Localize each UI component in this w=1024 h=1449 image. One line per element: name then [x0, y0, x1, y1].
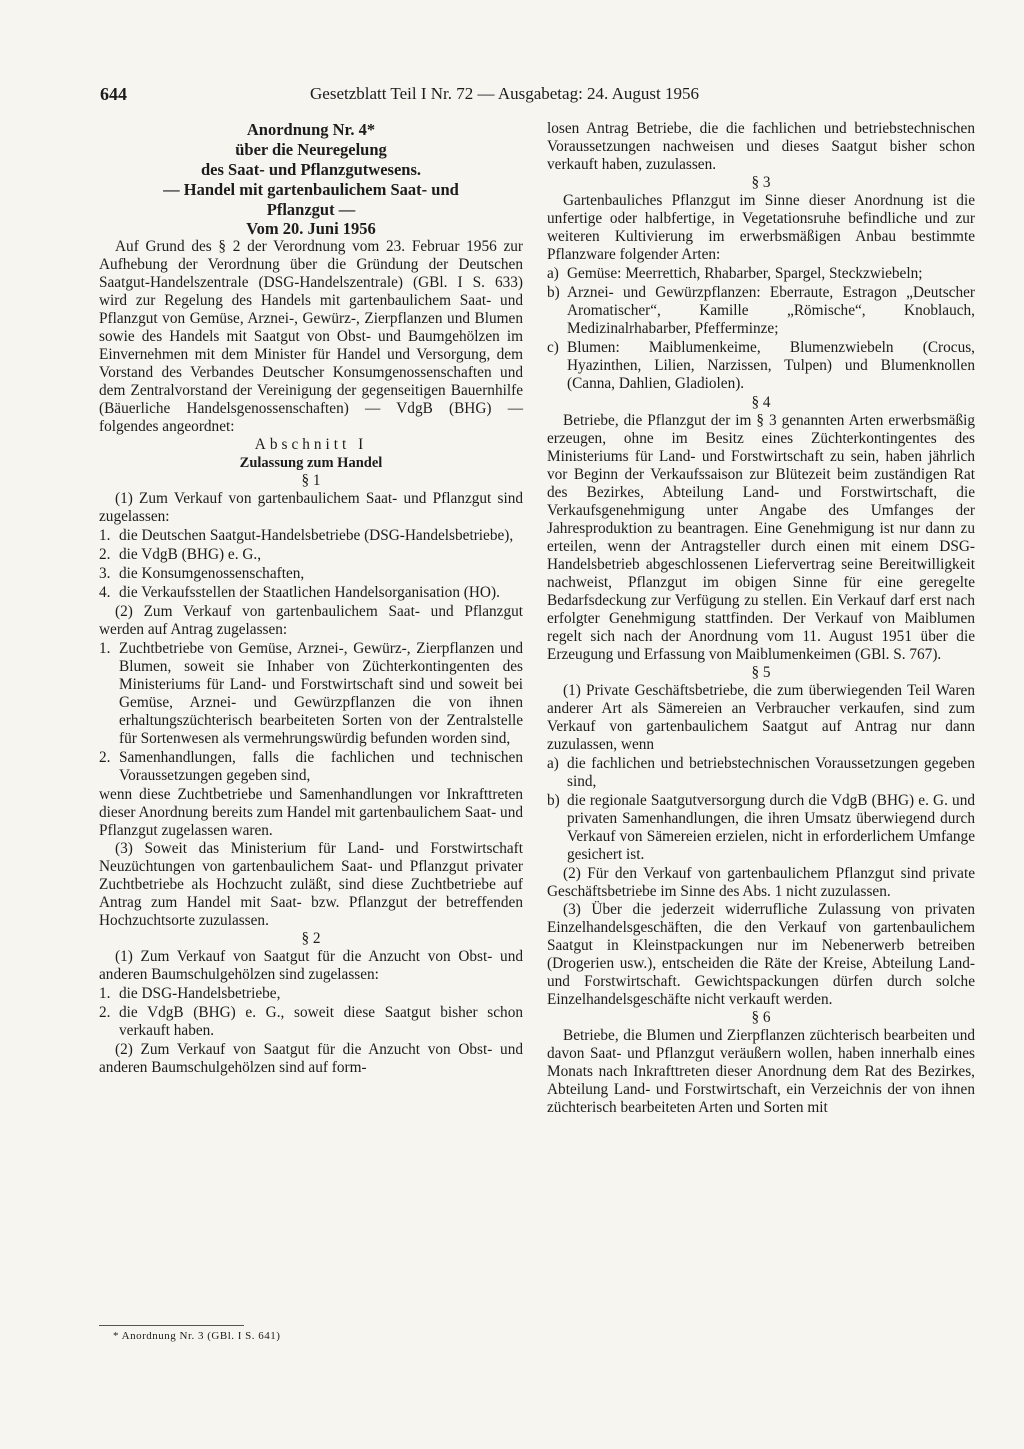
section-title: Zulassung zum Handel — [239, 455, 383, 471]
paragraph-text: Betriebe, die Pflanzgut der im § 3 genannten Arten erwerbsmäßig erzeugen, ohne im Besitz eines Züchterkontingentes des Ministeriums für Land- und Forstwirtschaft zu sein, haben jährlich vor Beginn der Verkaufssaison zur Blütezeit beim zuständigen Rat des Bezirkes, Abteilung Land- und Forstwirtschaft, die Verkaufsgenehmigung unter Angabe des Umfanges der Jahresproduktion zu beantragen. Eine Genehmigung ist nur dann zu erteilen, wenn der Antragsteller durch einen mit einem DSG-Handelsbetrieb abgeschlossenen Liefervertrag seine Bereitwilligkeit nachweist, Pflanzgut im obigen Sinne für eine geregelte Bedarfsdeckung zur Verfügung zu stellen. Ein Verkauf darf erst nach erfolgter Genehmigung stattfinden. Der Verkauf von Maiblumen regelt sich nach der Anordnung vom 11. August 1951 über die Erzeugung und Erfassung von Maiblumenkeimen (GBl. S. 767). — [547, 412, 975, 663]
list-item: a) Gemüse: Meerrettich, Rhabarber, Spargel, Steckzwiebeln; — [547, 265, 923, 282]
ordinance-title — [99, 120, 523, 220]
title-line: des Saat- und Pflanzgutwesens. — [200, 160, 422, 179]
running-title: Gesetzblatt Teil I Nr. 72 — Ausgabetag: 24. August 1956 — [310, 84, 699, 103]
paragraph-text: (3) Soweit das Ministerium für Land- und Forstwirtschaft Neuzüchtungen von gartenbaulichem Saat- und Pflanzgut privater Zuchtbetriebe als Hochzucht zuläßt, sind diese Zuchtbetriebe auf Antrag zum Handel mit Saat- bzw. Pflanzgut der betreffenden Hochzuchtsorte zuzulassen. — [99, 840, 523, 929]
list-item: b) die regionale Saatgutversorgung durch die VdgB (BHG) e. G. und privaten Samenhandlungen, die ihren Umsatz überwiegend durch Verkauf von Sämereien erzielen, nicht in erforderlichem Umfange gesichert ist. — [547, 792, 975, 863]
paragraph-text: (1) Zum Verkauf von gartenbaulichem Saat- und Pflanzgut sind zugelassen: — [99, 490, 523, 525]
numbered-list — [99, 985, 523, 1040]
title-line: über die Neuregelung — [235, 140, 387, 159]
paragraph-text: (2) Für den Verkauf von gartenbaulichem Pflanzgut sind private Geschäftsbetriebe im Sinne des Abs. 1 nicht zuzulassen. — [547, 865, 975, 900]
list-item: 2. die VdgB (BHG) e. G., — [99, 546, 262, 563]
list-item: b) Arznei- und Gewürzpflanzen: Eberraute, Estragon „Deutscher Aromatischer“, Kamille „Römische“, Knoblauch, Medizinalrhabarber, Pfefferminze; — [547, 284, 975, 337]
page-number: 644 — [100, 84, 127, 104]
paragraph-text: (2) Zum Verkauf von gartenbaulichem Saat- und Pflanzgut werden auf Antrag zugelassen: — [99, 603, 523, 638]
list-item: a) die fachlichen und betriebstechnischen Voraussetzungen gegeben sind, — [547, 755, 975, 790]
title-line: Pflanzgut — — [266, 200, 356, 219]
list-item: 3. die Konsumgenossenschaften, — [99, 565, 305, 582]
list-item: c) Blumen: Maiblumenkeime, Blumenzwiebeln (Crocus, Hyazinthen, Lilien, Narzissen, Tulpen) und Blumenknollen (Canna, Dahlien, Gladiolen). — [547, 339, 975, 392]
ordinance-date: Vom 20. Juni 1956 — [246, 219, 376, 238]
paragraph-heading: § 2 — [301, 930, 321, 947]
paragraph-heading: § 5 — [751, 664, 771, 681]
footnote-divider — [99, 1325, 244, 1326]
paragraph-text: (1) Zum Verkauf von Saatgut für die Anzucht von Obst- und anderen Baumschulgehölzen sind zugelassen: — [99, 948, 523, 983]
preamble: Auf Grund des § 2 der Verordnung vom 23. Februar 1956 zur Aufhebung der Verordnung über die Gründung der Deutschen Saatgut-Handelszentrale (DSG-Handelszentrale) (GBl. I S. 633) wird zur Regelung des Handels mit gartenbaulichem Saat- und Pflanzgut von Gemüse, Arznei-, Gewürz-, Zierpflanzen und Blumen sowie des Handels mit Saatgut von Obst- und Baumgehölzen im Einvernehmen mit dem Minister für Handel und Versorgung, dem Vorstand des Verbandes Deutscher Konsumgenossenschaften und dem Zentralvorstand der Vereinigung der gegenseitigen Bauernhilfe (Bäuerliche Handelsgenossenschaften) — VdgB (BHG) — folgendes angeordnet: — [99, 238, 523, 435]
paragraph-text: losen Antrag Betriebe, die die fachlichen und betriebstechnischen Voraussetzungen nachweisen und dieses Saatgut bisher schon verkauft haben, zuzulassen. — [547, 120, 975, 173]
paragraph-text: wenn diese Zuchtbetriebe und Samenhandlungen vor Inkrafttreten dieser Anordnung bereits zum Handel mit gartenbaulichem Saat- und Pflanzgut zugelassen waren. — [99, 786, 523, 839]
numbered-list — [99, 640, 523, 785]
list-item: 1. Zuchtbetriebe von Gemüse, Arznei-, Gewürz-, Zierpflanzen und Blumen, soweit sie Inhaber von Züchterkontingenten des Ministeriums für Land- und Forstwirtschaft sind und soweit bei Gemüse, Arznei- und Gewürzpflanzen die von ihnen erhaltungszüchterisch bearbeiteten Sorten von der Zentralstelle für Sortenwesen als vermehrungswürdig befunden worden sind, — [99, 640, 523, 747]
title-line: — Handel mit gartenbaulichem Saat- und — [163, 180, 459, 199]
list-item: 2. Samenhandlungen, falls die fachlichen und technischen Voraussetzungen gegeben sind, — [99, 749, 523, 784]
paragraph-heading: § 6 — [751, 1009, 771, 1026]
section-label: Abschnitt I — [254, 436, 368, 453]
paragraph-heading: § 3 — [751, 174, 771, 191]
footnote: * Anordnung Nr. 3 (GBl. I S. 641) — [113, 1330, 281, 1342]
paragraph-text: (3) Über die jederzeit widerrufliche Zulassung von privaten Einzelhandelsgeschäften, die den Verkauf von gartenbaulichem Saatgut in Kleinstpackungen nur im Nebenerwerb betreiben (Drogerien usw.), entscheiden die Räte der Kreise, Abteilung Land- und Forstwirtschaft. Gewichtspackungen dürfen durch solche Einzelhandelsgeschäfte nicht verkauft werden. — [547, 901, 975, 1008]
right-column — [547, 120, 975, 1117]
paragraph-text: (2) Zum Verkauf von Saatgut für die Anzucht von Obst- und anderen Baumschulgehölzen sind auf form- — [99, 1041, 523, 1076]
title-line: Anordnung Nr. 4* — [246, 120, 376, 139]
paragraph-text: Gartenbauliches Pflanzgut im Sinne dieser Anordnung ist die unfertige oder halbfertige, in Vegetationsruhe befindliche und zur weiteren Kultivierung im erwerbsmäßigen Anbau bestimmte Pflanzware folgender Arten: — [547, 192, 975, 263]
list-item: 2. die VdgB (BHG) e. G., soweit diese Saatgut bisher schon verkauft haben. — [99, 1004, 523, 1039]
lettered-list — [547, 755, 975, 864]
list-item: 1. die Deutschen Saatgut-Handelsbetriebe (DSG-Handelsbetriebe), — [99, 527, 514, 544]
list-item: 4. die Verkaufsstellen der Staatlichen Handelsorganisation (HO). — [99, 584, 500, 601]
list-item: 1. die DSG-Handelsbetriebe, — [99, 985, 281, 1002]
paragraph-text: (1) Private Geschäftsbetriebe, die zum überwiegenden Teil Waren anderer Art als Sämereien an Verbraucher verkaufen, sind zum Verkauf von gartenbaulichem Saatgut auf Antrag nur dann zuzulassen, wenn — [547, 682, 975, 753]
paragraph-text: Betriebe, die Blumen und Zierpflanzen züchterisch bearbeiten und davon Saat- und Pflanzgut veräußern wollen, haben innerhalb eines Monats nach Inkrafttreten dieser Anordnung dem Rat des Bezirkes, Abteilung Land- und Forstwirtschaft, ein Verzeichnis der von ihnen züchterisch bearbeiteten Arten und Sorten mit — [547, 1027, 975, 1116]
left-column — [99, 120, 523, 1077]
numbered-list — [99, 527, 523, 602]
paragraph-heading: § 4 — [751, 394, 771, 411]
lettered-list — [547, 265, 975, 393]
paragraph-heading: § 1 — [301, 472, 321, 489]
